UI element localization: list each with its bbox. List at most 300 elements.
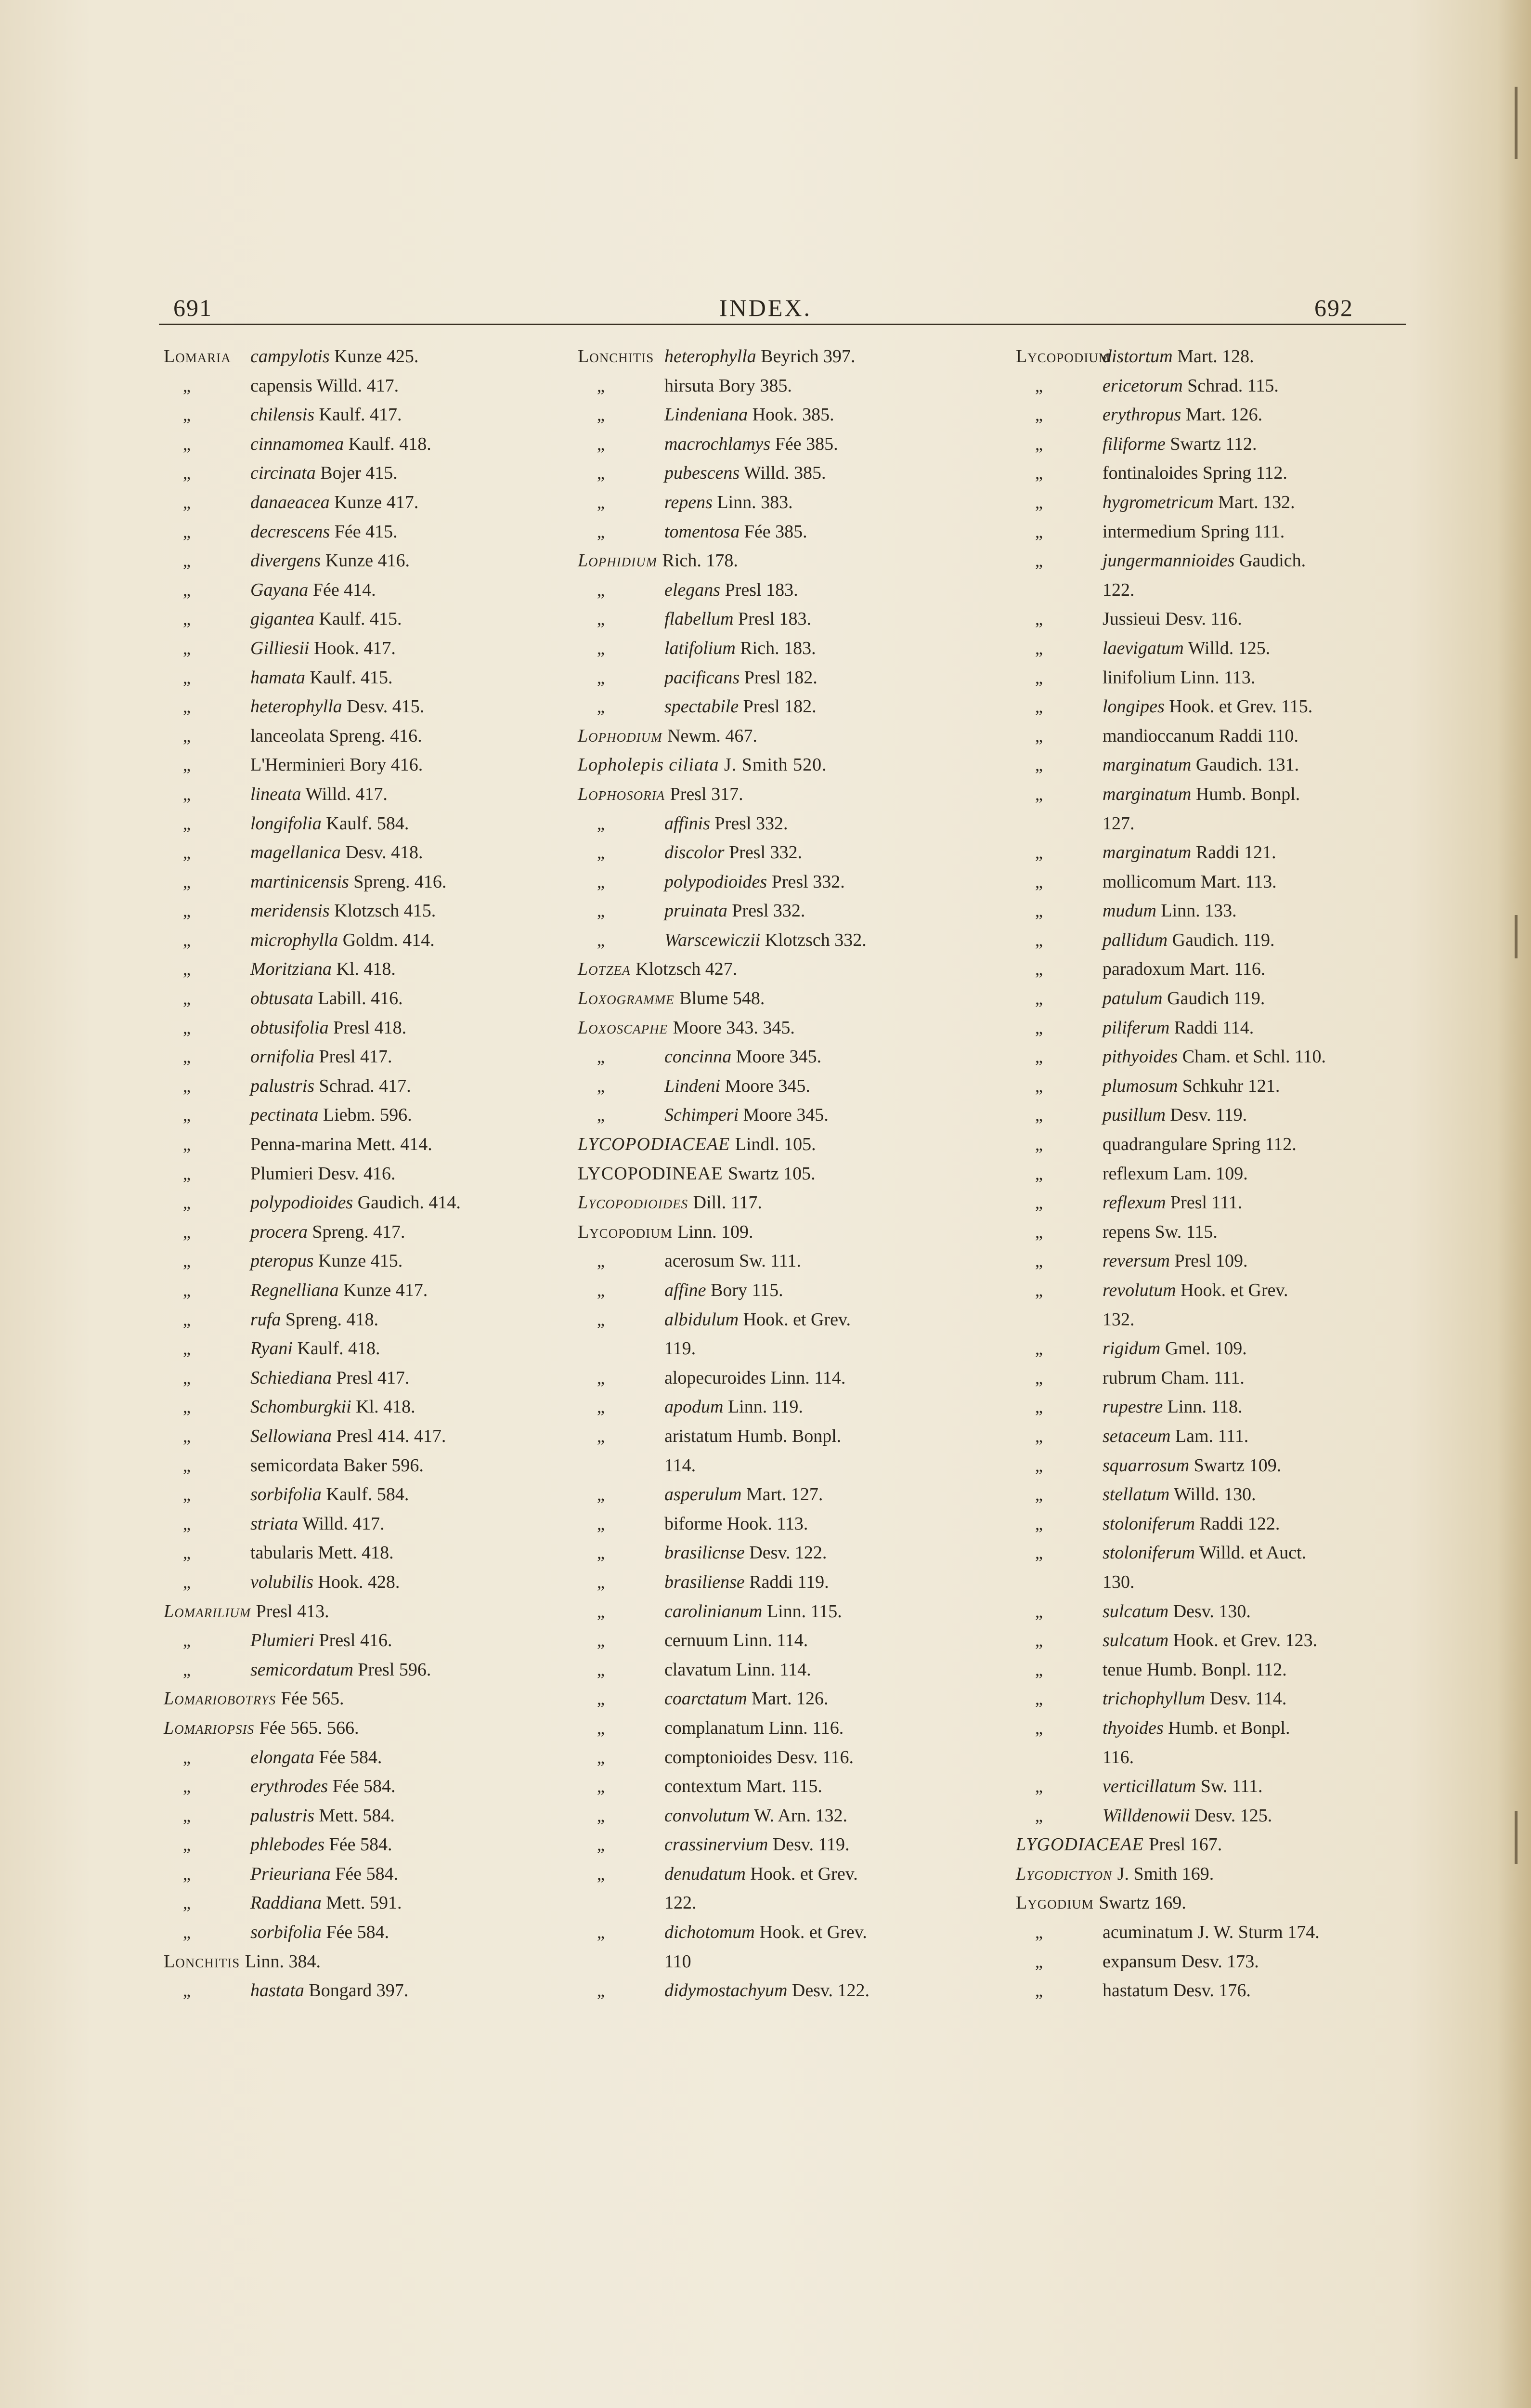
authority-page: Rich. 183.: [740, 638, 816, 658]
species-entry: [250, 400, 402, 430]
authority-page: Jussieui Desv. 116.: [1103, 609, 1242, 629]
genus-name: Lophodium: [578, 725, 662, 746]
ditto-mark: „: [183, 1339, 191, 1359]
index-entry: [578, 1100, 977, 1130]
ditto-mark: „: [183, 1105, 191, 1125]
species-name: polypodioides: [664, 871, 767, 892]
authority-page: Fée 584.: [329, 1834, 392, 1855]
index-entry: [164, 1859, 549, 1889]
species-entry: [1103, 1947, 1259, 1976]
species-name: didymostachyum: [664, 1980, 788, 2001]
index-entry: [578, 1363, 977, 1393]
authority-page: Goldm. 414.: [342, 929, 435, 950]
ditto-mark: „: [183, 843, 191, 863]
species-name: elegans: [664, 579, 721, 600]
species-name: divergens: [250, 550, 321, 571]
ditto-mark: „: [597, 1923, 605, 1942]
authority-page: Spreng. 416.: [353, 871, 447, 892]
species-entry: [1103, 721, 1298, 751]
index-entry: [1016, 371, 1415, 401]
species-name: pusillum: [1103, 1105, 1166, 1125]
authority-page: Swartz 109.: [1194, 1455, 1282, 1476]
index-entry: [164, 1772, 549, 1801]
margin-mark: [1515, 915, 1518, 958]
index-entry: [164, 692, 549, 721]
ditto-mark: „: [183, 872, 191, 891]
species-name: flabellum: [664, 609, 734, 629]
authority-page: Kunze 415.: [318, 1251, 403, 1271]
index-entry: [1016, 1159, 1415, 1189]
authority-page: fontinaloides Spring 112.: [1103, 463, 1287, 484]
species-entry: [250, 809, 409, 838]
species-entry: [250, 692, 424, 721]
authority-page: Kaulf. 418.: [348, 433, 431, 454]
authority-page: Fée 414.: [312, 579, 376, 600]
species-name: striata: [250, 1513, 298, 1534]
species-entry: [250, 926, 435, 955]
ditto-mark: „: [183, 813, 191, 833]
species-name: affine: [664, 1280, 706, 1300]
authority-page: Kaulf. 417.: [319, 405, 402, 425]
authority-page: Kunze 425.: [334, 346, 419, 366]
ditto-mark: „: [597, 1105, 605, 1125]
ditto-mark: „: [183, 755, 191, 775]
species-name: jungermannioides: [1103, 550, 1235, 571]
species-name: discolor: [664, 842, 725, 863]
authority-page: Willd. 417.: [302, 1513, 385, 1534]
index-entry: [164, 896, 549, 926]
genus-entry: [578, 1217, 753, 1247]
authority-page: lanceolata Spreng. 416.: [250, 725, 422, 746]
ditto-mark: „: [597, 580, 605, 600]
authority-page: Gaudich. 119.: [1172, 929, 1275, 950]
species-name: trichophyllum: [1103, 1688, 1206, 1709]
ditto-mark: „: [597, 1368, 605, 1387]
ditto-mark: „: [1035, 551, 1043, 571]
species-name: palustris: [250, 1805, 315, 1826]
index-entry: [164, 1743, 549, 1772]
index-entry: [1016, 1334, 1415, 1363]
index-entry: [1016, 1072, 1415, 1101]
species-name: mudum: [1103, 901, 1156, 921]
ditto-mark: „: [597, 434, 605, 454]
genus-entry: [578, 546, 738, 576]
index-entry: [164, 1538, 549, 1568]
species-entry: [664, 400, 834, 430]
index-entry: [164, 955, 549, 984]
species-name: Lindeni: [664, 1075, 721, 1096]
species-entry: [1103, 488, 1295, 517]
species-entry: [250, 517, 398, 547]
genus-name: Lophidium: [578, 550, 658, 571]
species-entry: [664, 663, 817, 693]
index-entry: [578, 1130, 977, 1159]
authority-page: Moore 345.: [736, 1047, 822, 1067]
continuation-line: 122.: [1103, 579, 1135, 600]
authority-page: Presl 182.: [743, 696, 817, 717]
index-entry: [1016, 1976, 1415, 2005]
index-entry: [578, 1188, 977, 1217]
index-entry: [1016, 430, 1415, 459]
ditto-mark: „: [1035, 697, 1043, 717]
species-entry: [1103, 663, 1255, 693]
species-entry: [250, 1451, 424, 1480]
index-entry: [578, 576, 977, 605]
species-name: longipes: [1103, 696, 1165, 717]
authority-page: Kl. 418.: [336, 959, 396, 980]
species-name: semicordatum: [250, 1659, 353, 1680]
authority-page: tenue Humb. Bonpl. 112.: [1103, 1659, 1287, 1680]
ditto-mark: „: [1035, 376, 1043, 395]
species-entry: [250, 867, 446, 897]
authority-page: Mett. 584.: [319, 1805, 395, 1826]
species-entry: [1103, 1246, 1248, 1276]
ditto-mark: „: [183, 667, 191, 687]
authority-page: Presl 417.: [336, 1367, 410, 1388]
continuation-line: 116.: [1103, 1747, 1134, 1767]
authority-page: Fée 584.: [335, 1863, 399, 1884]
ditto-mark: „: [597, 405, 605, 425]
index-entry: [578, 896, 977, 926]
ditto-mark: „: [183, 930, 191, 950]
index-entry: [578, 634, 977, 663]
index-entry: [578, 1276, 977, 1305]
authority-page: rubrum Cham. 111.: [1103, 1367, 1245, 1388]
authority-page: Moore 345.: [725, 1075, 810, 1096]
species-name: martinicensis: [250, 871, 349, 892]
ditto-mark: „: [597, 1426, 605, 1446]
authority-page: Gaudich. 414.: [357, 1192, 461, 1213]
authority-page: contextum Mart. 115.: [664, 1776, 822, 1797]
species-entry: [250, 1130, 432, 1159]
index-entry: [1016, 576, 1415, 605]
authority-page: Desv. 119.: [1170, 1105, 1247, 1125]
genus-name: Lonchitis: [164, 1951, 240, 1972]
index-entry: [164, 546, 549, 576]
authority-page: Hook. et Grev.: [759, 1922, 867, 1943]
index-entry: [578, 1334, 977, 1363]
authority-page: Linn. 133.: [1161, 901, 1237, 921]
ditto-mark: „: [1035, 1164, 1043, 1183]
authority-page: aristatum Humb. Bonpl.: [664, 1426, 842, 1446]
authority-page: Fée 584.: [319, 1747, 382, 1767]
authority-page: Newm. 467.: [667, 725, 757, 746]
authority-page: Hook. et Grev. 123.: [1173, 1630, 1318, 1651]
index-entry: [164, 371, 549, 401]
index-entry: [1016, 1918, 1415, 1947]
species-name: Raddiana: [250, 1893, 322, 1913]
ditto-mark: „: [183, 1806, 191, 1825]
index-entry: [578, 1568, 977, 1597]
species-entry: [250, 1918, 389, 1947]
ditto-mark: „: [183, 492, 191, 512]
genus-name: Lycopodium: [578, 1221, 673, 1242]
species-name: chilensis: [250, 405, 314, 425]
authority-page: expansum Desv. 173.: [1103, 1951, 1259, 1972]
ditto-mark: „: [1035, 726, 1043, 746]
species-entry: [664, 430, 838, 459]
species-entry: [1103, 1714, 1290, 1743]
index-column-1: [164, 342, 549, 2005]
index-entry: [1016, 1597, 1415, 1626]
ditto-mark: „: [1035, 1981, 1043, 2001]
species-name: laevigatum: [1103, 638, 1184, 658]
authority-page: Kaulf. 418.: [297, 1338, 380, 1359]
index-entry: [578, 1042, 977, 1072]
species-entry: [250, 1276, 428, 1305]
authority-page: Raddi 119.: [749, 1571, 829, 1592]
species-entry: [1103, 955, 1265, 984]
index-entry: [1016, 1888, 1415, 1918]
index-entry: [578, 750, 977, 780]
ditto-mark: „: [1035, 959, 1043, 979]
species-name: pectinata: [250, 1105, 319, 1125]
species-name: Warscewiczii: [664, 929, 761, 950]
genus-entry: [578, 1013, 795, 1043]
species-name: plumosum: [1103, 1075, 1178, 1096]
ditto-mark: „: [597, 872, 605, 891]
ditto-mark: „: [1035, 1455, 1043, 1475]
index-entry: [164, 780, 549, 809]
index-entry: [164, 1130, 549, 1159]
species-entry: [250, 604, 402, 634]
species-entry: [664, 634, 816, 663]
ditto-mark: „: [1035, 784, 1043, 804]
index-entry: [578, 1159, 977, 1189]
ditto-mark: „: [1035, 492, 1043, 512]
genus-name: Loxogramme: [578, 988, 675, 1009]
ditto-mark: „: [183, 434, 191, 454]
index-entry: [164, 1568, 549, 1597]
index-entry: [578, 1772, 977, 1801]
genus-entry: [578, 984, 765, 1013]
genus-name: Lonchitis: [578, 346, 654, 366]
species-entry: [250, 1626, 392, 1655]
species-name: dichotomum: [664, 1922, 755, 1943]
species-name: pacificans: [664, 667, 740, 688]
ditto-mark: „: [183, 1485, 191, 1505]
species-name: macrochlamys: [664, 433, 771, 454]
species-name: Willdenowii: [1103, 1805, 1190, 1826]
authority-page: acerosum Sw. 111.: [664, 1251, 801, 1271]
index-entry: [164, 1188, 549, 1217]
index-entry: [164, 1714, 549, 1743]
species-entry: [664, 458, 826, 488]
authority-page: acuminatum J. W. Sturm 174.: [1103, 1922, 1320, 1943]
species-name: danaeacea: [250, 492, 330, 512]
index-entry: [578, 1743, 977, 1772]
authority-page: Hook. 385.: [752, 405, 834, 425]
authority-page: Linn. 384.: [245, 1951, 321, 1972]
authority-page: Presl 109.: [1174, 1251, 1248, 1271]
species-entry: [1103, 1597, 1251, 1626]
continuation-line: 130.: [1103, 1571, 1135, 1592]
ditto-mark: „: [183, 1923, 191, 1942]
species-entry: [250, 1217, 405, 1247]
genus-entry: [578, 955, 737, 984]
index-entry: [1016, 1480, 1415, 1509]
species-entry: [1103, 1188, 1242, 1217]
species-entry: [250, 1801, 395, 1831]
index-entry: [578, 1422, 977, 1451]
species-name: patulum: [1103, 988, 1163, 1009]
species-entry: [664, 1276, 783, 1305]
species-entry: [1103, 1363, 1245, 1393]
authority-page: Willd. 125.: [1188, 638, 1271, 658]
species-entry: [664, 488, 793, 517]
species-name: decrescens: [250, 521, 330, 542]
species-entry: [1103, 517, 1284, 547]
species-entry: [664, 371, 792, 401]
species-entry: [664, 1392, 803, 1422]
genus-name: Lophosoria: [578, 784, 665, 804]
species-entry: [250, 838, 423, 867]
genus-name: Lomariopsis: [164, 1717, 255, 1738]
species-entry: [250, 1480, 409, 1509]
authority-page: Bongard 397.: [309, 1980, 409, 2001]
species-name: gigantea: [250, 609, 314, 629]
species-name: coarctatum: [664, 1688, 747, 1709]
index-entry: [164, 1947, 549, 1976]
species-name: distortum: [1103, 346, 1173, 366]
species-name: rupestre: [1103, 1397, 1163, 1417]
species-entry: [664, 1743, 854, 1772]
index-entry: [578, 458, 977, 488]
species-name: Ryani: [250, 1338, 293, 1359]
species-entry: [1103, 750, 1299, 780]
authority-page: Presl 183.: [725, 579, 798, 600]
species-entry: [1103, 400, 1262, 430]
ditto-mark: „: [183, 405, 191, 425]
authority-page: Kl. 418.: [356, 1397, 415, 1417]
genus-entry: [1016, 1888, 1186, 1918]
species-entry: [1103, 1013, 1254, 1043]
species-name: stoloniferum: [1103, 1513, 1195, 1534]
authority-page: L'Herminieri Bory 416.: [250, 755, 423, 775]
species-name: asperulum: [664, 1484, 742, 1505]
ditto-mark: „: [597, 901, 605, 921]
ditto-mark: „: [183, 1076, 191, 1096]
genus-name: Lotzea: [578, 959, 631, 980]
ditto-mark: „: [183, 1747, 191, 1767]
species-entry: [250, 1334, 380, 1363]
genus-name: Loxoscaphe: [578, 1017, 668, 1038]
authority-page: Willd. 130.: [1174, 1484, 1256, 1505]
index-entry: [1016, 1655, 1415, 1685]
species-name: denudatum: [664, 1863, 746, 1884]
ditto-mark: „: [183, 580, 191, 600]
species-name: Lindeniana: [664, 405, 748, 425]
authority-page: mandioccanum Raddi 110.: [1103, 725, 1298, 746]
authority-page: W. Arn. 132.: [754, 1805, 848, 1826]
species-entry: [664, 517, 807, 547]
genus-entry: [164, 1597, 329, 1626]
index-entry: [164, 1509, 549, 1539]
authority-page: Liebm. 596.: [323, 1105, 412, 1125]
authority-page: intermedium Spring 111.: [1103, 521, 1285, 542]
index-entry: [1016, 721, 1415, 751]
index-entry: [578, 1392, 977, 1422]
ditto-mark: „: [597, 1485, 605, 1505]
index-entry: [164, 750, 549, 780]
index-entry: [1016, 1392, 1415, 1422]
species-name: pruinata: [664, 901, 727, 921]
ditto-mark: „: [183, 1047, 191, 1067]
genus-name: Lomarilium: [164, 1601, 251, 1622]
ditto-mark: „: [183, 1018, 191, 1037]
species-entry: [250, 546, 410, 576]
species-name: pallidum: [1103, 929, 1168, 950]
authority-page: Gaudich 119.: [1167, 988, 1265, 1009]
ditto-mark: „: [1035, 1631, 1043, 1650]
ditto-mark: „: [1035, 1923, 1043, 1942]
authority-page: Presl 111.: [1170, 1192, 1243, 1213]
index-entry: [1016, 838, 1415, 867]
species-entry: [1103, 546, 1306, 576]
authority-page: Dill. 117.: [693, 1192, 762, 1213]
species-entry: [664, 1976, 869, 2005]
authority-page: Desv. 415.: [347, 696, 425, 717]
species-name: pithyoides: [1103, 1047, 1178, 1067]
index-entry: [1016, 1568, 1415, 1597]
species-entry: [664, 1305, 851, 1335]
species-entry: [664, 926, 867, 955]
authority-page: Swartz 169.: [1099, 1893, 1186, 1913]
ditto-mark: „: [597, 522, 605, 541]
species-entry: [250, 1976, 408, 2005]
species-entry: [1103, 1042, 1326, 1072]
index-entry: [578, 1830, 977, 1859]
species-name: obtusifolia: [250, 1017, 329, 1038]
index-entry: [1016, 634, 1415, 663]
index-entry: [578, 1976, 977, 2005]
ditto-mark: „: [1035, 989, 1043, 1008]
family-name: LYCOPODIACEAE: [578, 1134, 730, 1155]
authority-page: Hook. et Grev.: [1181, 1280, 1288, 1300]
family-entry: [1016, 1830, 1222, 1859]
authority-page: hastatum Desv. 176.: [1103, 1980, 1251, 2001]
ditto-mark: „: [597, 1281, 605, 1300]
species-name: obtusata: [250, 988, 313, 1009]
ditto-mark: „: [597, 1543, 605, 1563]
index-entry: [164, 488, 549, 517]
index-entry: [1016, 458, 1415, 488]
ditto-mark: „: [1035, 843, 1043, 863]
species-name: crassinervium: [664, 1834, 768, 1855]
genus-name: Lycopodium: [1016, 346, 1111, 366]
species-entry: [250, 1072, 411, 1101]
ditto-mark: „: [1035, 1105, 1043, 1125]
ditto-mark: „: [183, 1251, 191, 1271]
species-entry: [664, 1801, 847, 1831]
authority-page: Fée 385.: [775, 433, 838, 454]
species-entry: [1103, 1626, 1317, 1655]
species-name: longifolia: [250, 813, 322, 834]
authority-page: J. Smith 520.: [724, 755, 827, 775]
species-name: squarrosum: [1103, 1455, 1190, 1476]
ditto-mark: „: [597, 1777, 605, 1796]
species-entry: [1103, 1276, 1288, 1305]
ditto-mark: „: [597, 1864, 605, 1884]
authority-page: Presl 596.: [358, 1659, 431, 1680]
index-entry: [164, 1217, 549, 1247]
species-entry: [250, 430, 431, 459]
authority-page: Willd. et Auct.: [1199, 1543, 1307, 1563]
authority-page: Kunze 416.: [325, 550, 410, 571]
ditto-mark: „: [1035, 930, 1043, 950]
ditto-mark: „: [597, 1397, 605, 1417]
family-name: LYGODIACEAE: [1016, 1834, 1144, 1855]
